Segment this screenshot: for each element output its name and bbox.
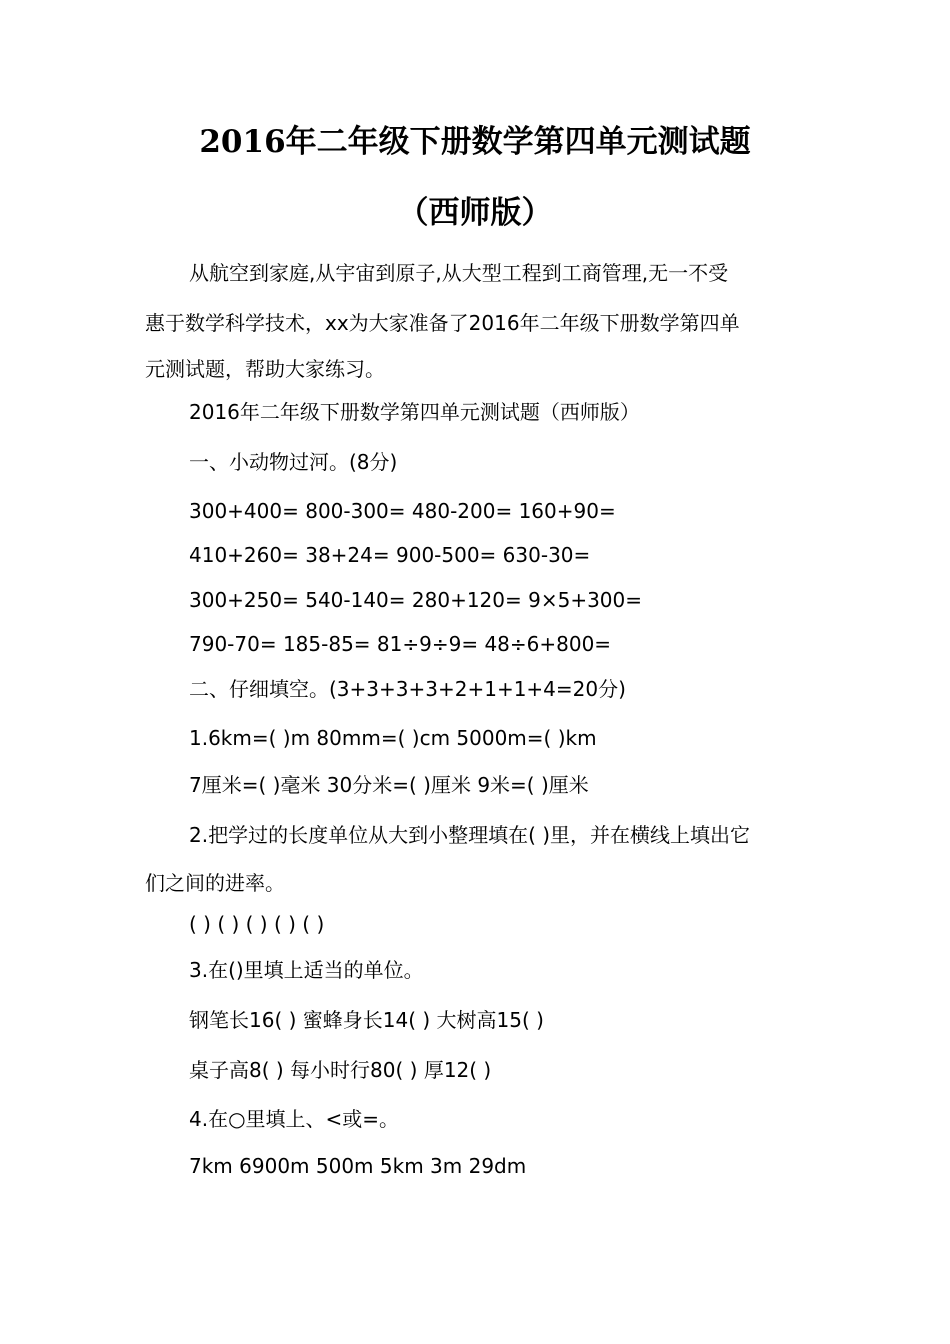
question3-line-2: 桌子高8( ) 每小时行80( ) 厚12( ) (189, 1058, 492, 1082)
section1-heading: 一、小动物过河。(8分) (189, 450, 398, 474)
section1-row-3: 300+250= 540-140= 280+120= 9×5+300= (189, 588, 643, 612)
section2-heading: 二、仔细填空。(3+3+3+3+2+1+1+4=20分) (189, 677, 626, 701)
section1-row-2: 410+260= 38+24= 900-500= 630-30= (189, 543, 591, 567)
question4-line-1: 7km 6900m 500m 5km 3m 29dm (189, 1154, 527, 1178)
document-title-edition: （西师版） (397, 195, 553, 231)
question1-line-1: 1.6km=( )m 80mm=( )cm 5000m=( )km (189, 726, 597, 750)
section1-row-1: 300+400= 800-300= 480-200= 160+90= (189, 499, 616, 523)
question2-line-1: 2.把学过的长度单位从大到小整理填在( )里，并在横线上填出它 (189, 823, 751, 847)
exam-subtitle: 2016年二年级下册数学第四单元测试题（西师版） (189, 400, 640, 424)
question4-heading: 4.在○里填上、<或=。 (189, 1107, 400, 1131)
question3-heading: 3.在()里填上适当的单位。 (189, 958, 424, 982)
question1-line-2: 7厘米=( )毫米 30分米=( )厘米 9米=( )厘米 (189, 773, 589, 797)
question2-blanks: ( ) ( ) ( ) ( ) ( ) (189, 912, 325, 936)
intro-paragraph-line-3: 元测试题，帮助大家练习。 (145, 357, 385, 381)
section1-row-4: 790-70= 185-85= 81÷9÷9= 48÷6+800= (189, 632, 612, 656)
question2-line-2: 们之间的进率。 (145, 871, 285, 895)
question3-line-1: 钢笔长16( ) 蜜蜂身长14( ) 大树高15( ) (189, 1008, 544, 1032)
intro-paragraph-line-2: 惠于数学科学技术，xx为大家准备了2016年二年级下册数学第四单 (145, 311, 740, 335)
document-title: 2016年二年级下册数学第四单元测试题 (199, 124, 751, 160)
intro-paragraph-line-1: 从航空到家庭,从宇宙到原子,从大型工程到工商管理,无一不受 (189, 261, 729, 285)
